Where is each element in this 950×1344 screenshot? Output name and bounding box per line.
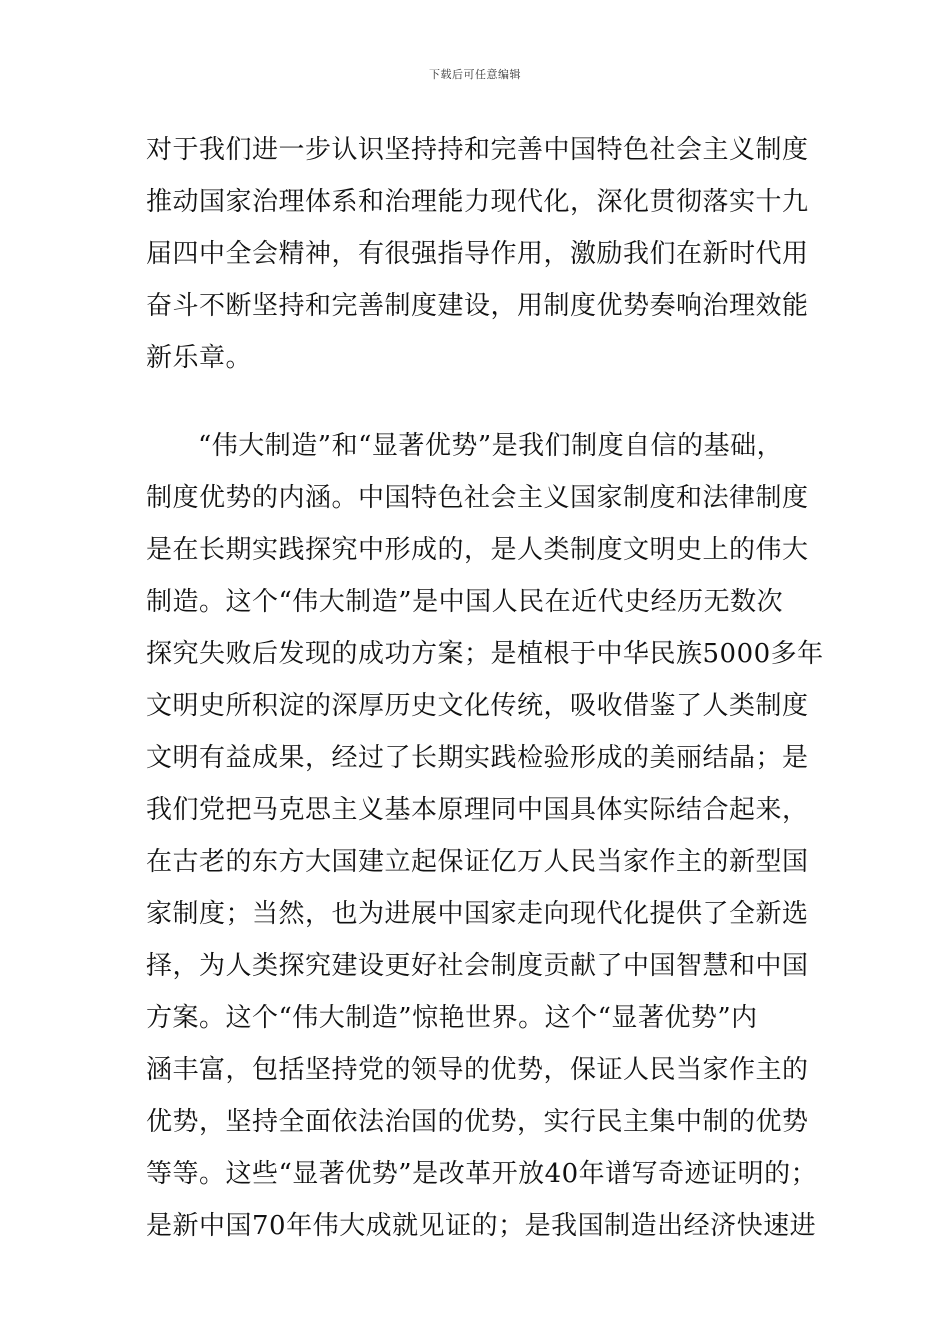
paragraph-2 bbox=[146, 420, 836, 1252]
text-line: 探究失败后发现的成功方案；是植根于中华民族5000多年 bbox=[146, 639, 824, 669]
text-line: 方案。这个“伟大制造”惊艳世界。这个“显著优势”内 bbox=[146, 1003, 758, 1033]
text-line: 是在长期实践探究中形成的，是人类制度文明史上的伟大 bbox=[146, 535, 809, 565]
text-line: 文明有益成果，经过了长期实践检验形成的美丽结晶；是 bbox=[146, 743, 809, 773]
text-line: 制度优势的内涵。中国特色社会主义国家制度和法律制度 bbox=[146, 483, 809, 513]
text-line: 等等。这些“显著优势”是改革开放40年谱写奇迹证明的； bbox=[146, 1159, 818, 1189]
text-line: 是新中国70年伟大成就见证的；是我国制造出经济快速进 bbox=[146, 1211, 817, 1241]
text-line: 在古老的东方大国建立起保证亿万人民当家作主的新型国 bbox=[146, 847, 809, 877]
text-line: 新乐章。 bbox=[146, 343, 253, 373]
text-line: 择，为人类探究建设更好社会制度贡献了中国智慧和中国 bbox=[146, 951, 809, 981]
paragraph-1 bbox=[146, 124, 836, 384]
page-header: 下载后可任意编辑 bbox=[429, 68, 521, 81]
text-line: 家制度；当然，也为进展中国家走向现代化提供了全新选 bbox=[146, 899, 809, 929]
text-line: 推动国家治理体系和治理能力现代化，深化贯彻落实十九 bbox=[146, 187, 809, 217]
text-line: 优势，坚持全面依法治国的优势，实行民主集中制的优势 bbox=[146, 1107, 809, 1137]
text-line: 对于我们进一步认识坚持持和完善中国特色社会主义制度 bbox=[146, 135, 809, 165]
text-line: “伟大制造”和“显著优势”是我们制度自信的基础， bbox=[198, 431, 784, 461]
text-line: 届四中全会精神，有很强指导作用，激励我们在新时代用 bbox=[146, 239, 809, 269]
text-line: 制造。这个“伟大制造”是中国人民在近代史经历无数次 bbox=[146, 587, 784, 617]
text-line: 涵丰富，包括坚持党的领导的优势，保证人民当家作主的 bbox=[146, 1055, 809, 1085]
text-line: 我们党把马克思主义基本原理同中国具体实际结合起来， bbox=[146, 795, 809, 825]
text-line: 奋斗不断坚持和完善制度建设，用制度优势奏响治理效能 bbox=[146, 291, 809, 321]
text-line: 文明史所积淀的深厚历史文化传统，吸收借鉴了人类制度 bbox=[146, 691, 809, 721]
